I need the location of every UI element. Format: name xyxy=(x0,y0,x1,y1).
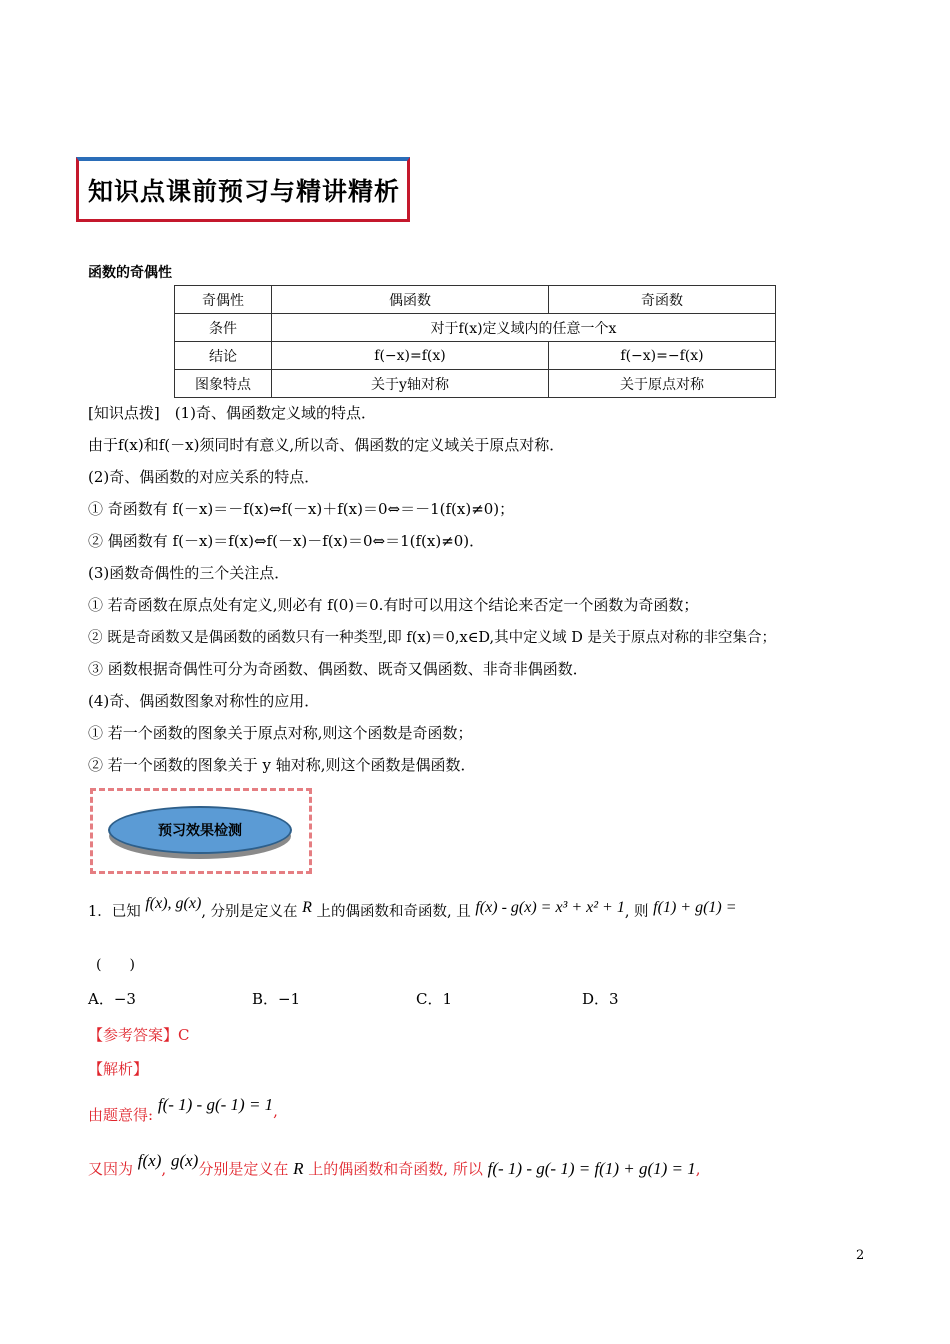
note-line: 由于f(x)和f(－x)须同时有意义,所以奇、偶函数的定义域关于原点对称． xyxy=(88,436,565,454)
analysis-text: , xyxy=(695,1160,701,1178)
note-line: ② 既是奇函数又是偶函数的函数只有一种类型,即 f(x)＝0,x∈D,其中定义域 D 是关于原点对称的非空集合； xyxy=(88,630,776,646)
note-line: (3)函数奇偶性的三个关注点． xyxy=(88,564,290,582)
table-header-cell: 奇函数 xyxy=(549,286,776,314)
option-a: A．−3 xyxy=(88,990,136,1008)
question-paren: ( ) xyxy=(96,957,135,973)
note-line: ③ 函数根据奇偶性可分为奇函数、偶函数、既奇又偶函数、非奇非偶函数． xyxy=(88,660,588,678)
analysis-text: , xyxy=(273,1102,278,1120)
note-line: ① 奇函数有 f(－x)＝－f(x)⇔f(－x)＋f(x)＝0⇔＝－1(f(x)≠0)； xyxy=(88,500,515,518)
analysis-math: f(x) xyxy=(137,1151,162,1170)
table-cell: 关于y轴对称 xyxy=(272,370,549,398)
question-fg: f(x), g(x) xyxy=(145,895,202,912)
note-line: (4)奇、偶函数图象对称性的应用． xyxy=(88,692,320,710)
table-row xyxy=(175,370,776,398)
table-header-cell: 偶函数 xyxy=(272,286,549,314)
subheading: 函数的奇偶性 xyxy=(88,265,172,281)
table-cell: 关于原点对称 xyxy=(549,370,776,398)
question-target: f(1) + g(1) = xyxy=(653,899,737,916)
preview-badge-label: 预习效果检测 xyxy=(158,823,242,839)
analysis-text: 由题意得: xyxy=(88,1106,154,1124)
note-line: ② 若一个函数的图象关于 y 轴对称,则这个函数是偶函数． xyxy=(88,756,476,774)
analysis-math: f(- 1) - g(- 1) = f(1) + g(1) = 1 xyxy=(487,1159,696,1178)
note-line: (2)奇、偶函数的对应关系的特点． xyxy=(88,468,320,486)
question-line xyxy=(88,895,737,921)
analysis-text: 分别是定义在 xyxy=(198,1160,289,1178)
note-line: ① 若奇函数在原点处有定义,则必有 f(0)＝0.有时可以用这个结论来否定一个函数为奇函数； xyxy=(88,596,699,614)
analysis-line-1 xyxy=(88,1095,278,1124)
table-cell: 条件 xyxy=(175,314,272,342)
question-text: 上的偶函数和奇函数, 且 xyxy=(316,904,471,920)
table-cell: f(−x)=−f(x) xyxy=(549,342,776,370)
note-line: [知识点拨] (1)奇、偶函数定义域的特点． xyxy=(88,404,376,422)
answer-label: 【参考答案】C xyxy=(88,1026,190,1044)
question-R: R xyxy=(302,899,312,916)
analysis-line-2 xyxy=(88,1151,701,1179)
table-cell: 对于f(x)定义域内的任意一个x xyxy=(272,314,776,342)
analysis-math: g(x) xyxy=(170,1151,199,1170)
page-number: 2 xyxy=(856,1248,865,1263)
option-d: D．3 xyxy=(582,990,619,1008)
note-line: ② 偶函数有 f(－x)＝f(x)⇔f(－x)－f(x)＝0⇔＝1(f(x)≠0)． xyxy=(88,532,485,550)
analysis-R: R xyxy=(293,1159,304,1178)
question-text: , 则 xyxy=(624,904,649,920)
table-row xyxy=(175,314,776,342)
option-b: B．−1 xyxy=(252,990,301,1008)
table-cell: f(−x)=f(x) xyxy=(272,342,549,370)
analysis-math: f(- 1) - g(- 1) = 1 xyxy=(157,1095,274,1114)
analysis-text: 又因为 xyxy=(88,1160,134,1178)
table-row xyxy=(175,342,776,370)
question-number: 1．已知 xyxy=(88,904,141,920)
analysis-label: 【解析】 xyxy=(88,1060,149,1078)
parity-table xyxy=(174,285,776,398)
question-text: , 分别是定义在 xyxy=(201,904,298,920)
table-header-cell: 奇偶性 xyxy=(175,286,272,314)
table-cell: 图象特点 xyxy=(175,370,272,398)
question-equation: f(x) - g(x) = x³ + x² + 1 xyxy=(475,899,625,916)
analysis-text: , xyxy=(161,1160,167,1178)
table-row xyxy=(175,286,776,314)
analysis-text: 上的偶函数和奇函数, 所以 xyxy=(308,1160,483,1178)
table-cell: 结论 xyxy=(175,342,272,370)
option-c: C．1 xyxy=(416,990,453,1008)
section-title: 知识点课前预习与精讲精析 xyxy=(88,177,401,206)
note-line: ① 若一个函数的图象关于原点对称,则这个函数是奇函数； xyxy=(88,724,473,742)
